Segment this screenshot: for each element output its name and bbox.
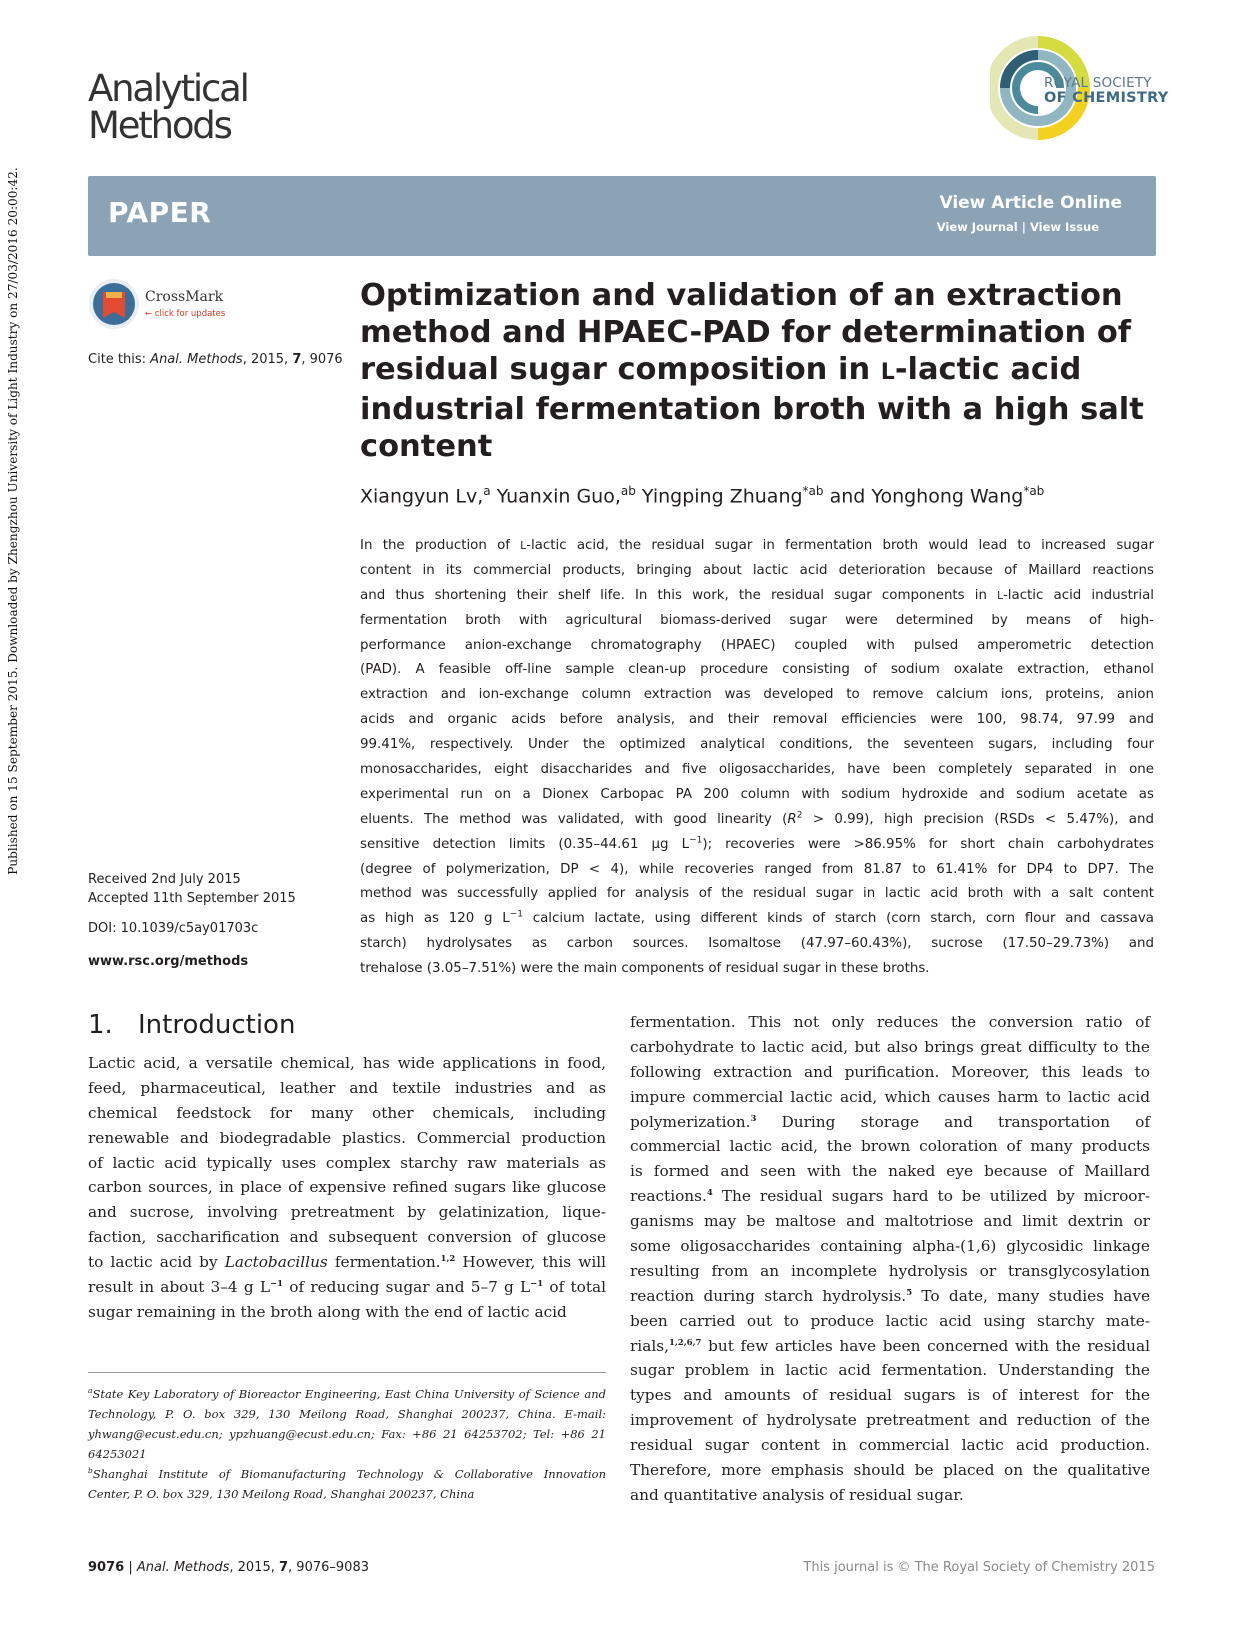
intro-left-column (88, 1051, 606, 1325)
copyright-notice: This journal is © The Royal Society of Chemistry 2015 (803, 1560, 1155, 1575)
body-text-line: ganisms may be maltose and maltotriose and limit dextrin or (630, 1212, 1150, 1231)
crossmark-update-link: ← click for updates (145, 309, 226, 319)
body-text-line: resulting from an incomplete hydrolysis or transglycosylation (630, 1261, 1150, 1280)
body-text-line: sugar problem in lactic acid fermentation. Understanding the (630, 1361, 1150, 1380)
abstract-line: acids and organic acids before analysis, and their removal efficiencies were 100, 98.74, 97.99 and (360, 712, 1154, 728)
body-text-line: and sucrose, involving pretreatment by gelatinization, lique- (88, 1203, 606, 1222)
doi-link[interactable]: DOI: 10.1039/c5ay01703c (88, 921, 259, 936)
body-text-line: Lactic acid, a versatile chemical, has wide applications in food, (88, 1054, 606, 1072)
abstract-line: starch) hydrolysates as carbon sources. Isomaltose (47.97–60.43%), sucrose (17.50–29.73%) and (360, 936, 1154, 952)
crossmark-name: CrossMark (145, 289, 224, 305)
page-number: 9076 (88, 1560, 125, 1575)
body-text-line: carbohydrate to lactic acid, but also brings great difficulty to the (630, 1037, 1150, 1056)
abstract-line: monosaccharides, eight disaccharides and five oligosaccharides, have been completely separated in one (360, 762, 1154, 778)
author-name[interactable]: Yingping Zhuang (641, 485, 803, 508)
article-type-banner (88, 176, 1156, 256)
abstract (360, 534, 1154, 982)
abstract-line: performance anion-exchange chromatography (HPAEC) coupled with pulsed amperometric detection (360, 637, 1154, 653)
title-line: method and HPAEC-PAD for determination of (360, 315, 1132, 350)
body-text-line: Therefore, more emphasis should be placed on the qualitative (630, 1461, 1150, 1480)
author-affiliation: *ab (802, 484, 824, 498)
footnote-line: $^a$State Key Laboratory of Bioreactor Engineering, East China University of Science and (88, 1386, 606, 1401)
download-watermark (5, 26, 21, 1016)
body-text-line: polymerization.$^3$ During storage and transportation of (630, 1112, 1150, 1131)
body-text-line: following extraction and purification. Moreover, this leads to (630, 1062, 1150, 1081)
body-text-line: rials,$^{1,2,6,7}$ but few articles have been concerned with the residual (630, 1336, 1150, 1355)
footnote-line: Center, P. O. box 329, 130 Meilong Road, Shanghai 200237, China (88, 1487, 475, 1501)
abstract-line: eluents. The method was validated, with good linearity $(R^2 > 0.99)$, high precision (RSDs < 5.47%), and (360, 810, 1154, 827)
body-text-line: residual sugar content in commercial lactic acid production. (630, 1436, 1150, 1455)
body-text-line: of lactic acid typically uses complex starchy raw materials as (88, 1153, 606, 1172)
body-text-line: some oligosaccharides containing alpha-(1,6) glycosidic linkage (630, 1237, 1150, 1256)
view-article-online-link[interactable]: View Article Online (939, 193, 1122, 213)
body-text-line: impure commercial lactic acid, which causes harm to lactic acid (630, 1087, 1150, 1106)
view-issue-link[interactable]: View Issue (1029, 220, 1099, 234)
author-name[interactable]: Xiangyun Lv, (360, 485, 484, 508)
footer-journal: Anal. Methods (136, 1560, 230, 1575)
download-watermark-text: Published on 15 September 2015. Downloaded by Zhengzhou University of Light Industry on 27/03/2016 20:00:42. (6, 167, 20, 875)
author-affiliation: *ab (1023, 484, 1045, 498)
cite-journal: Anal. Methods (150, 352, 243, 367)
body-text-line: renewable and biodegradable plastics. Commercial production (88, 1128, 606, 1147)
body-text-line: chemical feedstock for many other chemicals, including (88, 1103, 606, 1122)
abstract-line: as high as 120 g $L^{-1}$ calcium lactate, using different kinds of starch (corn starch, corn flour and cassava (360, 909, 1154, 927)
body-text-line: faction, saccharification and subsequent conversion of glucose (88, 1228, 606, 1247)
cite-label: Cite this: (88, 352, 147, 367)
rsc-logo-line2: OF CHEMISTRY (1044, 90, 1169, 106)
footer-volume: 7 (279, 1560, 289, 1575)
section-number: 1. (88, 1010, 113, 1040)
abstract-line: experimental run on a Dionex Carbopac PA 200 column with sodium hydroxide and sodium acetate as (360, 786, 1154, 802)
abstract-line: extraction and ion-exchange column extraction was developed to remove calcium ions, proteins, anion (360, 687, 1154, 703)
body-text-line: result in about 3–4 g $L^{-1}$ of reducing sugar and 5–7 g $L^{-1}$ of total (88, 1278, 606, 1297)
body-text-line: been carried out to produce lactic acid using starchy mate- (630, 1311, 1150, 1330)
journal-url-link[interactable]: www.rsc.org/methods (88, 954, 249, 969)
title-line-3: residual sugar composition in L-lactic acid (360, 352, 1082, 387)
abstract-line: 99.41%, respectively. Under the optimized analytical conditions, the seventeen sugars, including four (360, 737, 1154, 753)
abstract-line: fermentation broth with agricultural biomass-derived sugar were determined by means of high- (360, 612, 1154, 628)
crossmark-badge[interactable] (88, 278, 238, 330)
abstract-line: sensitive detection limits (0.35–44.61 μg $L^{-1}$); recoveries were >86.95% for short chain carbohydrates (360, 835, 1154, 852)
body-text-line: feed, pharmaceutical, leather and textile industries and as (88, 1078, 606, 1097)
cite-volume: 7 (292, 352, 302, 367)
abstract-line: (degree of polymerization, DP < 4), while recoveries ranged from 81.87 to 61.41% for DP4 to DP7. The (360, 861, 1154, 877)
footer-pages: , 9076–9083 (288, 1560, 369, 1575)
article-title (360, 277, 1150, 465)
section-heading (88, 1010, 295, 1040)
cite-year: , 2015, (242, 352, 293, 367)
journal-logo-line1: Analytical (88, 67, 248, 110)
accepted-date: Accepted 11th September 2015 (88, 891, 296, 906)
abstract-line: trehalose (3.05–7.51%) were the main components of residual sugar in these broths. (360, 961, 930, 977)
footnote-line: 64253021 (88, 1447, 147, 1461)
rsc-logo (990, 30, 1169, 148)
body-text-line: sugar remaining in the broth along with the end of lactic acid (88, 1302, 567, 1321)
author-name[interactable]: Yuanxin Guo, (496, 485, 621, 508)
body-text-line: and quantitative analysis of residual sugar. (630, 1485, 964, 1504)
abstract-line: and thus shortening their shelf life. In this work, the residual sugar components in L-lactic acid industrial (360, 587, 1154, 603)
section-title: Introduction (138, 1010, 296, 1040)
rsc-logo-line1: ROYAL SOCIETY (1044, 75, 1152, 91)
footnote-line: yhwang@ecust.edu.cn; ypzhuang@ecust.edu.cn; Fax: +86 21 64253702; Tel: +86 21 (88, 1427, 606, 1441)
crossmark-update-text: click for updates (154, 309, 226, 319)
received-dates (88, 870, 296, 908)
footer-separator: | (128, 1560, 133, 1575)
abstract-line: In the production of L-lactic acid, the residual sugar in fermentation broth would lead to increased sugar (360, 538, 1154, 553)
received-date: Received 2nd July 2015 (88, 872, 241, 887)
view-journal-link[interactable]: View Journal (936, 220, 1018, 234)
footnote-line: Technology, P. O. box 329, 130 Meilong Road, Shanghai 200237, China. E-mail: (88, 1407, 606, 1421)
author-affiliation: a (483, 484, 491, 498)
intro-right-column (630, 1010, 1150, 1508)
title-line: content (360, 429, 493, 464)
body-text-line: carbon sources, in place of expensive refined sugars like glucose (88, 1178, 606, 1197)
footnote-line: $^b$Shanghai Institute of Biomanufacturing Technology & Collaborative Innovation (88, 1466, 606, 1481)
title-line: Optimization and validation of an extraction (360, 278, 1123, 313)
small-caps-l: L (880, 360, 895, 385)
view-links (937, 220, 1099, 234)
body-text-line: is formed and seen with the naked eye because of Maillard (630, 1162, 1150, 1181)
article-type-label: PAPER (108, 196, 212, 229)
body-text-line: improvement of hydrolysate pretreatment and reduction of the (630, 1411, 1150, 1430)
body-text-line: fermentation. This not only reduces the conversion ratio of (630, 1013, 1150, 1031)
abstract-line: method was successfully applied for analysis of the residual sugar in lactic acid broth with a salt content (360, 886, 1154, 902)
author-name[interactable]: and Yonghong Wang (829, 485, 1024, 508)
body-text-line: commercial lactic acid, the brown coloration of many products (630, 1137, 1150, 1156)
footnote-divider (88, 1372, 606, 1373)
author-list (360, 484, 1044, 507)
footer-year: , 2015, (229, 1560, 279, 1575)
cite-page: , 9076 (301, 352, 343, 367)
view-links-separator: | (1021, 220, 1026, 234)
journal-logo (88, 67, 248, 147)
body-text-line: types and amounts of residual sugars is of interest for the (630, 1386, 1150, 1405)
author-affiliation: ab (620, 484, 636, 498)
journal-logo-line2: Methods (88, 104, 231, 147)
body-text-line: to lactic acid by Lactobacillus fermentation.$^{1,2}$ However, this will (88, 1253, 607, 1272)
body-text-line: reactions.$^4$ The residual sugars hard to be utilized by microor- (630, 1187, 1150, 1206)
abstract-line: (PAD). A feasible off-line sample clean-up procedure consisting of sodium oxalate extraction, ethanol (360, 662, 1154, 678)
citation (88, 352, 343, 367)
abstract-line: content in its commercial products, bringing about lactic acid deterioration because of Maillard reactions (360, 562, 1154, 578)
page-footer-left (88, 1560, 369, 1575)
crossmark-icon (88, 278, 140, 330)
title-line: industrial fermentation broth with a high salt (360, 392, 1144, 427)
body-text-line: reaction during starch hydrolysis.$^5$ To date, many studies have (630, 1286, 1150, 1305)
affiliation-footnotes (88, 1384, 606, 1504)
